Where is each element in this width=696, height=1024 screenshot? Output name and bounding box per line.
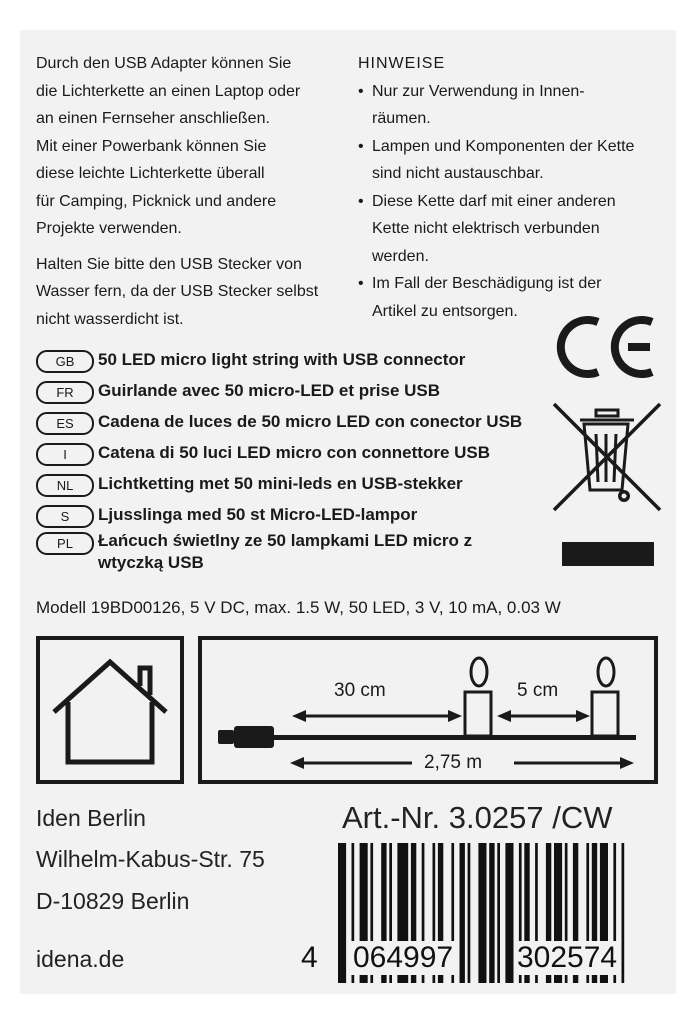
intro-text xyxy=(36,50,346,341)
barcode-right-digits: 302574 xyxy=(514,941,620,975)
intro-line: Mit einer Powerbank können Sie xyxy=(36,137,267,155)
barcode-bar xyxy=(468,843,471,983)
notes-section xyxy=(358,50,668,325)
model-specs: Modell 19BD00126, 5 V DC, max. 1.5 W, 50 LED, 3 V, 10 mA, 0.03 W xyxy=(36,598,561,617)
intro-line: für Camping, Picknick und andere xyxy=(36,192,277,210)
light-string-diagram xyxy=(198,636,658,784)
intro-line: Halten Sie bitte den USB Stecker von xyxy=(36,255,302,273)
language-text: Lichtketting met 50 mini-leds en USB-stekker xyxy=(98,474,463,493)
dimension-arrow xyxy=(292,710,462,722)
notes-line: räumen. xyxy=(372,110,431,127)
barcode-first-digit: 4 xyxy=(301,941,318,974)
notes-line: Kette nicht elektrisch verbunden xyxy=(372,220,600,237)
notes-line: Im Fall der Beschädigung ist der xyxy=(372,275,602,292)
barcode-bar xyxy=(460,843,465,983)
barcode-left-digits: 064997 xyxy=(350,941,456,975)
article-number: Art.-Nr. 3.0257 /CW xyxy=(342,800,613,835)
barcode-bar xyxy=(622,843,625,983)
intro-line: nicht wasserdicht ist. xyxy=(36,310,184,328)
notes-line: Artikel zu entsorgen. xyxy=(372,302,518,320)
barcode-bar xyxy=(505,843,513,983)
street-address: Wilhelm-Kabus-Str. 75 xyxy=(36,846,265,872)
intro-paragraph-2 xyxy=(36,251,346,334)
language-code-badge: NL xyxy=(36,474,94,497)
notes-list xyxy=(358,78,668,326)
crossed-bin-icon xyxy=(550,400,664,514)
language-code-badge: ES xyxy=(36,412,94,435)
total-length-label: 2,75 m xyxy=(424,752,483,773)
led-bulb-icon xyxy=(465,658,491,736)
language-row xyxy=(36,344,556,375)
intro-line: diese leichte Lichterkette überall xyxy=(36,165,265,182)
language-row xyxy=(36,437,556,468)
language-text: 50 LED micro light string with USB connector xyxy=(98,350,466,369)
intro-line: die Lichterkette an einen Laptop oder xyxy=(36,82,301,100)
notes-line: sind nicht austauschbar. xyxy=(372,165,544,182)
language-row xyxy=(36,406,556,437)
spacing-label: 5 cm xyxy=(517,680,559,701)
language-text: Catena di 50 luci LED micro con connettore USB xyxy=(98,443,491,462)
company-name: Iden Berlin xyxy=(36,805,146,831)
house-icon xyxy=(40,640,180,780)
language-list xyxy=(36,344,556,578)
notes-line: Lampen und Komponenten der Kette xyxy=(372,137,635,155)
language-code-badge: S xyxy=(36,505,94,528)
website-link[interactable]: idena.de xyxy=(36,946,125,972)
led-bulb-icon xyxy=(592,658,618,736)
notes-item xyxy=(358,78,668,133)
usb-plug-icon xyxy=(218,730,234,744)
language-code-badge: FR xyxy=(36,381,94,404)
intro-paragraph-1 xyxy=(36,50,346,243)
black-bar xyxy=(562,542,654,566)
notes-title: HINWEISE xyxy=(358,55,446,72)
barcode-bar xyxy=(478,843,486,983)
notes-line: Diese Kette darf mit einer anderen xyxy=(372,192,616,210)
lead-length-label: 30 cm xyxy=(334,680,386,701)
language-code-badge: I xyxy=(36,443,94,466)
language-text: Ljusslinga med 50 st Micro-LED-lampor xyxy=(98,505,418,524)
notes-item xyxy=(358,133,668,188)
intro-line: an einen Fernseher anschließen. xyxy=(36,110,270,127)
language-text: Cadena de luces de 50 micro LED con conector USB xyxy=(98,412,523,431)
language-text: Łańcuch świetlny ze 50 lampkami LED micro z wtyczką USB xyxy=(98,531,473,572)
indoor-use-box xyxy=(36,636,184,784)
language-code-badge: PL xyxy=(36,532,94,555)
usb-plug-body xyxy=(234,726,274,748)
barcode-bar xyxy=(338,843,346,983)
dimension-arrow xyxy=(497,710,590,722)
language-row xyxy=(36,468,556,499)
language-row xyxy=(36,499,556,530)
notes-item xyxy=(358,188,668,271)
language-row xyxy=(36,375,556,406)
barcode xyxy=(301,843,658,983)
language-row xyxy=(36,530,556,578)
language-text: Guirlande avec 50 micro-LED et prise USB xyxy=(98,381,441,400)
intro-line: Projekte verwenden. xyxy=(36,220,182,237)
barcode-bar xyxy=(489,843,494,983)
intro-line: Durch den USB Adapter können Sie xyxy=(36,55,292,72)
notes-line: werden. xyxy=(372,247,429,265)
notes-line: Nur zur Verwendung in Innen- xyxy=(372,82,585,100)
barcode-bar xyxy=(497,843,500,983)
city-address: D-10829 Berlin xyxy=(36,888,190,914)
intro-line: Wasser fern, da der USB Stecker selbst xyxy=(36,283,319,300)
ce-mark-icon xyxy=(552,312,662,382)
language-code-badge: GB xyxy=(36,350,94,373)
